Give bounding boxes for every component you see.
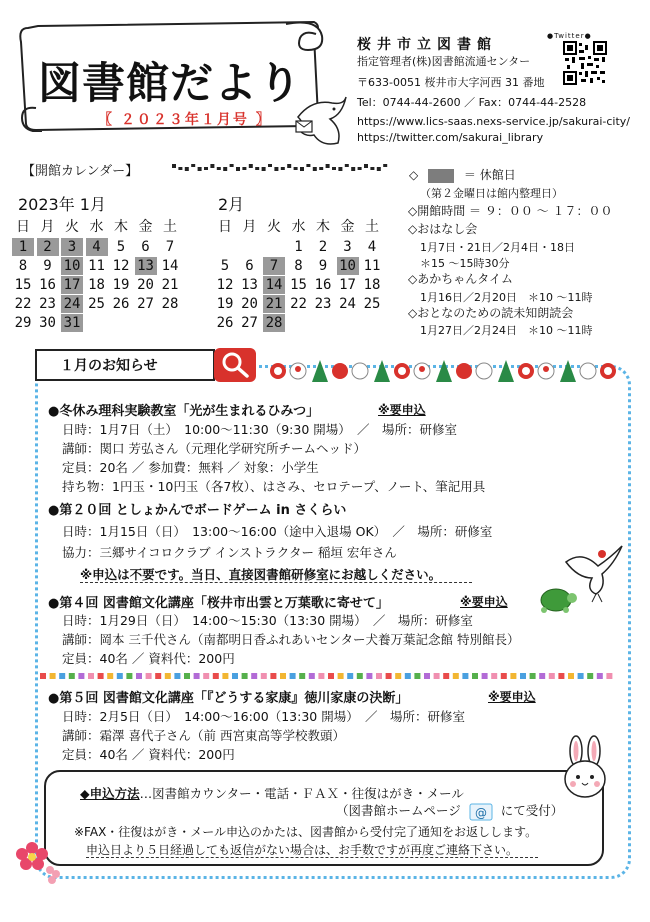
turtle-icon [534,582,578,616]
apply-method-text: …図書館カウンター・電話・ＦＡＸ・往復はがき・メール [139,786,464,801]
closed-swatch [428,169,454,183]
apply-web-right: にて受付） [500,803,564,818]
jan-day-11: 11 [88,258,105,274]
event-4-title: ●第５回 図書館文化講座「『どうする家康』徳川家康の決断」 [48,691,409,706]
legend-baby: ◇あかちゃんタイム [408,272,513,286]
feb-day-11: 11 [363,258,381,274]
jan-day-18: 18 [88,277,105,293]
jan-day-22: 22 [14,296,32,312]
jan-day-10-closed: 10 [61,257,83,275]
legend-adult-dates: 1月27日／2月24日 ＊10 ～11時 [420,324,593,337]
plum-blossom-icon [16,838,64,884]
apply-method-label: ◆申込方法 [80,786,140,801]
jan-day-6: 6 [141,239,150,255]
feb-day-25: 25 [363,296,381,312]
event-1-title: ●冬休み理科実験教室「光が生まれるひみつ」 [48,404,320,419]
jan-weekday-4: 木 [114,219,128,235]
event-2-title: ●第２０回 としょかんでボードゲーム in さくらい [48,503,347,518]
jan-day-1-closed: 1 [12,238,34,256]
jan-month-title: 2023年 1月 [18,195,106,214]
calendar-dots-decoration [172,163,392,173]
feb-day-20: 20 [241,296,258,312]
feb-weekday-1: 月 [242,219,257,235]
jan-day-30: 30 [39,315,56,331]
apply-web-left: （図書館ホームページ [336,803,461,818]
event-3-title: ●第４回 図書館文化講座「桜井市出雲と万葉歌に寄せて」 [48,596,389,611]
jan-weekday-2: 火 [65,219,79,235]
event-1-line-4: 持ち物：1円玉・10円玉（各7枚）、はさみ、セロテープ、ノート、筆記用具 [62,479,486,494]
apply-note-2: 申込日より５日経過しても返信がない場合は、お手数ですが再度ご連絡下さい。 [86,843,519,857]
feb-weekday-5: 金 [340,219,355,235]
jan-day-20: 20 [137,277,154,293]
apply-note-underline [86,857,538,858]
feb-weekday-4: 木 [316,219,330,235]
rabbit-icon [558,735,612,801]
feb-day-15: 15 [290,277,307,293]
event-1-line-3: 定員：20名 ／ 参加費：無料 ／ 対象：小学生 [62,460,319,475]
jan-day-13-closed: 13 [135,257,157,275]
new-year-ornaments-decoration [270,356,620,386]
feb-day-13: 13 [241,277,258,293]
feb-day-6: 6 [245,258,254,274]
address-text: 〒633-0051 桜井市大字河西 31 番地 [357,76,545,89]
jan-day-21: 21 [161,277,179,293]
feb-weekday-0: 日 [218,219,232,235]
jan-weekday-5: 金 [138,219,153,235]
event-2-underline [80,582,472,583]
event-3-line-1: 日時：1月29日（日） 14:00～15:30（13:30 開場） ／ 場所：研修室 [62,613,473,628]
legend-story: ◇おはなし会 [408,222,478,236]
jan-day-24-closed: 24 [61,295,83,313]
twitter-label: ●Twitter● [547,32,592,40]
event-4-required: ※要申込 [488,690,536,704]
manager-text: 指定管理者(株)図書館流通センター [357,55,531,68]
legend-story-time: ＊15 ～15時30分 [420,257,510,270]
issue-label: 〖 ２０２３年１月号 〗 [98,112,272,128]
event-1-line-1: 日時：1月7日（土） 10:00～11:30（9:30 開場） ／ 場所：研修室 [62,422,457,437]
jan-day-2-closed: 2 [37,238,59,256]
twitter-link[interactable]: https://twitter.com/sakurai_library [357,131,544,144]
legend-closed-text: ＝ 休館日 [463,168,516,182]
jan-day-27: 27 [137,296,154,312]
jan-weekday-1: 月 [40,219,55,235]
legend-story-dates: 1月7日・21日／2月4日・18日 [420,241,575,254]
confetti-divider [40,672,620,680]
library-name: 桜井市立図書館 [357,37,497,53]
jan-day-25: 25 [88,296,105,312]
jan-day-5: 5 [116,239,126,255]
feb-day-16: 16 [314,277,332,293]
feb-day-3: 3 [343,239,352,255]
legend-closed-note: （第２金曜日は館内整理日） [420,187,563,200]
feb-day-24: 24 [339,296,356,312]
event-4-line-1: 日時：2月5日（日） 14:00～16:00（13:30 開場） ／ 場所：研修室 [62,709,465,724]
feb-weekday-2: 火 [267,219,281,235]
feb-day-21-closed: 21 [263,295,285,313]
jan-day-19: 19 [112,277,130,293]
jan-day-14: 14 [161,258,179,274]
apply-note-1: ※FAX・往復はがき・メール申込のかたは、図書館から受付完了通知をお返しします。 [74,825,538,839]
event-3-line-2: 講師：岡本 三千代さん（南都明日香ふれあいセンター犬養万葉記念館 特別館長） [62,632,520,647]
calendar-label: 【開館カレンダー】 [22,164,139,179]
jan-calendar-grid [12,218,192,338]
jan-day-15: 15 [14,277,32,293]
feb-day-26: 26 [216,315,234,331]
feb-day-14-closed: 14 [263,276,285,294]
jan-day-7: 7 [165,239,175,255]
feb-day-4: 4 [367,239,377,255]
event-1-line-2: 講師：関口 芳弘さん（元理化学研究所チームヘッド） [62,441,366,456]
event-3-line-3: 定員：40名 ／ 資料代：200円 [62,651,235,666]
legend-adult: ◇おとなのための読未知朗読会 [408,306,574,320]
event-2-line-1: 日時：1月15日（日） 13:00～16:00（途中入退場 OK） ／ 場所：研修室 [62,524,493,539]
jan-day-9: 9 [43,258,52,274]
jan-weekday-3: 水 [89,219,104,235]
dove-letter-icon [292,95,348,150]
jan-day-4-closed: 4 [86,238,108,256]
feb-day-28-closed: 28 [263,314,285,332]
jan-day-8: 8 [18,258,28,274]
jan-day-26: 26 [112,296,130,312]
feb-day-5: 5 [220,258,230,274]
event-4-line-2: 講師：霜澤 喜代子さん（前 西宮東高等学校教頭） [62,728,345,743]
jan-day-29: 29 [14,315,32,331]
news-tab-label: １月のお知らせ [60,358,158,374]
feb-day-23: 23 [314,296,332,312]
feb-day-10-closed: 10 [337,257,359,275]
jan-day-3-closed: 3 [61,238,83,256]
legend-hours: ◇開館時間 ＝ ９：００ ～ １７：００ [408,204,613,218]
tel-fax-text: Tel：0744-44-2600 ／ Fax：0744-44-2528 [357,96,587,109]
website-link[interactable]: https://www.lics-saas.nexs-service.jp/sakurai-city/ [357,115,631,128]
apply-web [336,801,563,821]
feb-day-12: 12 [216,277,234,293]
feb-weekday-3: 水 [291,219,306,235]
jan-day-23: 23 [39,296,56,312]
feb-day-18: 18 [363,277,381,293]
apply-method [80,784,464,802]
feb-day-8: 8 [294,258,303,274]
feb-weekday-6: 土 [365,219,379,235]
feb-calendar-grid [214,218,394,338]
feb-day-2: 2 [318,239,328,255]
qr-code-icon[interactable] [563,41,607,85]
jan-weekday-0: 日 [16,219,30,235]
jan-day-31-closed: 31 [61,314,83,332]
feb-day-19: 19 [216,296,234,312]
feb-day-27: 27 [241,315,258,331]
legend-baby-dates: 1月16日／2月20日 ＊10 ～11時 [420,291,593,304]
feb-day-9: 9 [318,258,328,274]
jan-day-28: 28 [161,296,179,312]
feb-month-title: 2月 [218,195,245,214]
feb-day-22: 22 [290,296,307,312]
legend-closed [409,167,516,184]
feb-day-1: 1 [294,239,303,255]
event-2-line-3: ※申込は不要です。当日、直接図書館研修室にお越しください。 [80,567,442,582]
event-4-line-3: 定員：40名 ／ 資料代：200円 [62,747,235,762]
event-1-required: ※要申込 [378,403,426,417]
feb-day-17: 17 [339,277,356,293]
legend-diamond: ◇ [409,168,419,182]
jan-day-17-closed: 17 [61,276,83,294]
jan-day-12: 12 [112,258,130,274]
email-icon[interactable] [469,803,493,821]
feb-day-7-closed: 7 [263,257,285,275]
svg-text:@: @ [474,805,487,820]
newsletter-title: 図書館だより [38,59,302,109]
jan-day-16: 16 [39,277,56,293]
jan-weekday-6: 土 [163,219,177,235]
event-3-required: ※要申込 [460,595,508,609]
event-2-line-2: 協力：三郷サイコロクラブ インストラクター 稲垣 宏年さん [62,545,397,560]
